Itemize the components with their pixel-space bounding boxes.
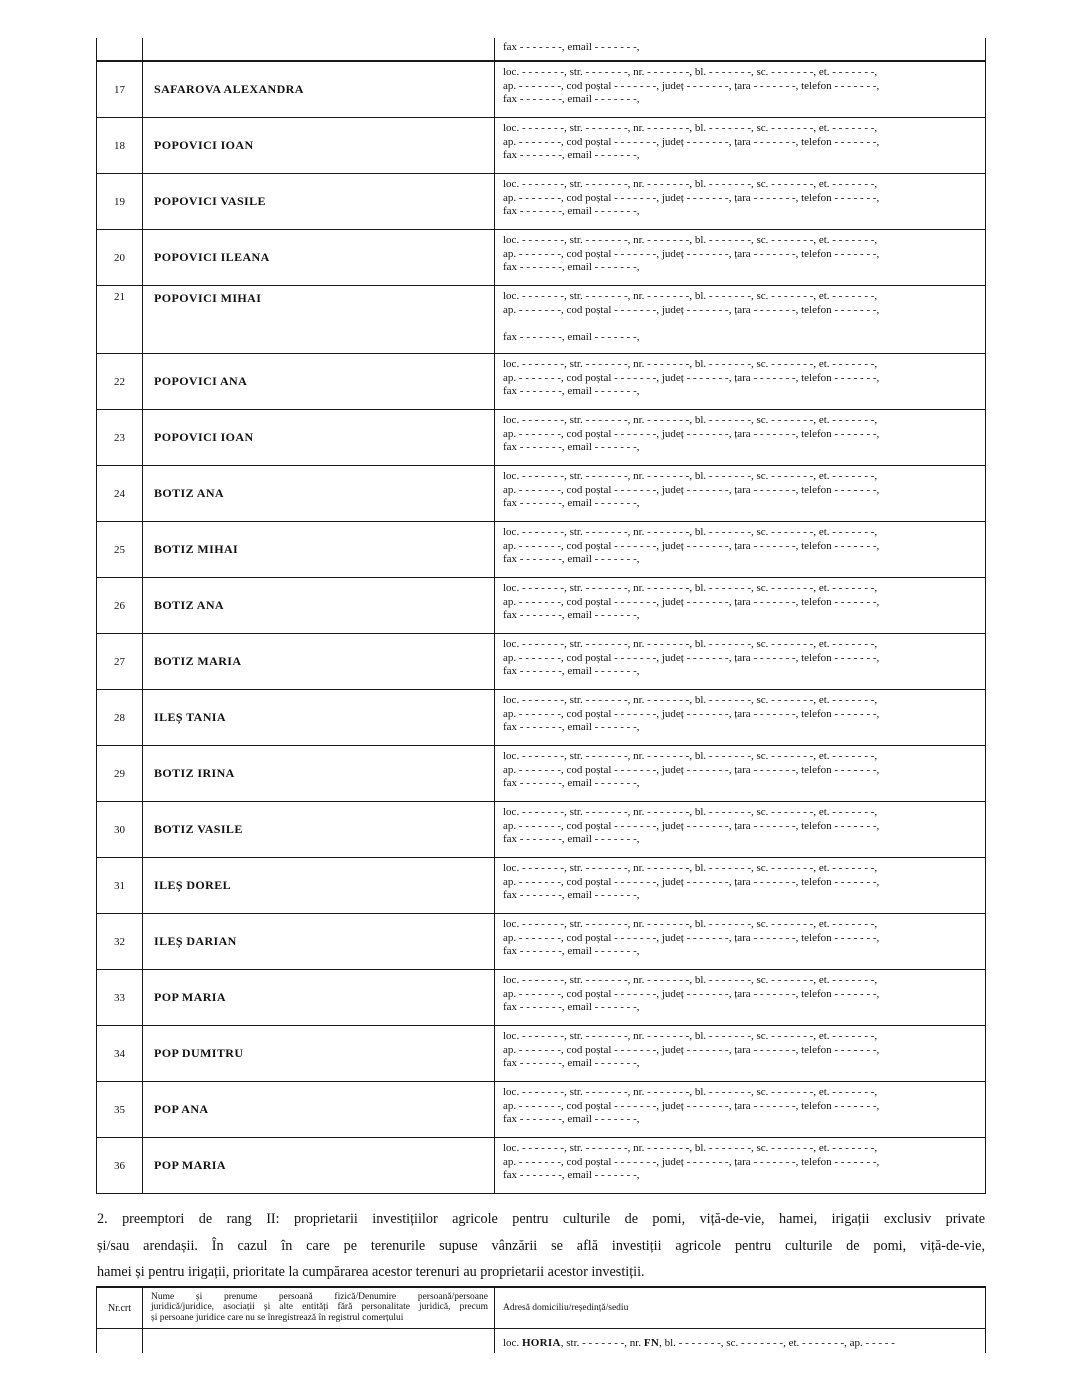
- address-line: fax - - - - - - -, email - - - - - - -,: [503, 1057, 640, 1070]
- table-row: [97, 858, 986, 914]
- row-number: 27: [97, 634, 143, 689]
- person-name: ILEȘ DOREL: [143, 858, 495, 913]
- address-line: ap. - - - - - - -, cod poștal - - - - - - -, județ - - - - - - -, țara - - - - - - -, telefon - - - - - - -,: [503, 79, 880, 92]
- table-row-continued: [97, 38, 986, 62]
- person-name: BOTIZ ANA: [143, 578, 495, 633]
- address-line: fax - - - - - - -, email - - - - - - -,: [503, 1113, 640, 1126]
- address-line: fax - - - - - - -, email - - - - - - -,: [503, 385, 640, 398]
- address-cell: [495, 970, 986, 1025]
- address-line: loc. - - - - - - -, str. - - - - - - -, nr. - - - - - - -, bl. - - - - - - -, sc. - - - - - - -, et. - - - - - - -,: [503, 638, 878, 650]
- address-line: ap. - - - - - - -, cod poștal - - - - - - -, județ - - - - - - -, țara - - - - - - -, telefon - - - - - - -,: [503, 483, 880, 496]
- address-line: fax - - - - - - -, email - - - - - - -,: [503, 1169, 640, 1182]
- address-cell: [495, 578, 986, 633]
- address-value-bold: HORIA: [521, 1337, 561, 1349]
- row-number: 35: [97, 1082, 143, 1137]
- table-row: [97, 286, 986, 354]
- address-line: loc. - - - - - - -, str. - - - - - - -, nr. - - - - - - -, bl. - - - - - - -, sc. - - - - - - -, et. - - - - - - -,: [503, 290, 878, 302]
- address-cell: [495, 522, 986, 577]
- address-cell: [495, 38, 986, 60]
- address-line: fax - - - - - - -, email - - - - - - -,: [503, 261, 640, 274]
- row-number: 23: [97, 410, 143, 465]
- address-cell: [495, 634, 986, 689]
- header-address-column: [495, 1288, 986, 1328]
- address-cell: [495, 690, 986, 745]
- address-line: loc. - - - - - - -, str. - - - - - - -, nr. - - - - - - -, bl. - - - - - - -, sc. - - - - - - -, et. - - - - - - -,: [503, 750, 878, 762]
- address-line: loc. - - - - - - -, str. - - - - - - -, nr. - - - - - - -, bl. - - - - - - -, sc. - - - - - - -, et. - - - - - - -,: [503, 234, 878, 246]
- table-row: [97, 354, 986, 410]
- header-name-column: [143, 1288, 495, 1328]
- address-cell: [495, 466, 986, 521]
- address-line: fax - - - - - - -, email - - - - - - -,: [503, 330, 640, 343]
- address-line: loc. - - - - - - -, str. - - - - - - -, nr. - - - - - - -, bl. - - - - - - -, sc. - - - - - - -, et. - - - - - - -,: [503, 66, 878, 78]
- preemptor-row-address: [503, 1337, 980, 1351]
- address-line: ap. - - - - - - -, cod poștal - - - - - - -, județ - - - - - - -, țara - - - - - - -, telefon - - - - - - -,: [503, 371, 880, 384]
- address-cell: [495, 858, 986, 913]
- address-line: ap. - - - - - - -, cod poștal - - - - - - -, județ - - - - - - -, țara - - - - - - -, telefon - - - - - - -,: [503, 539, 880, 552]
- address-line: loc. - - - - - - -, str. - - - - - - -, nr. - - - - - - -, bl. - - - - - - -, sc. - - - - - - -, et. - - - - - - -,: [503, 178, 878, 190]
- row-number-cell-empty: [97, 1329, 143, 1353]
- table-row: [97, 174, 986, 230]
- table-row: [97, 802, 986, 858]
- person-name: BOTIZ VASILE: [143, 802, 495, 857]
- person-name: BOTIZ ANA: [143, 466, 495, 521]
- table-row: [97, 1082, 986, 1138]
- row-number: 29: [97, 746, 143, 801]
- address-text: , str. - - - - - - -, nr.: [560, 1337, 644, 1349]
- person-name: POPOVICI IOAN: [143, 118, 495, 173]
- row-number: 21: [97, 286, 143, 353]
- address-line: fax - - - - - - -, email - - - - - - -,: [503, 441, 640, 454]
- person-name: POPOVICI MIHAI: [143, 286, 495, 353]
- address-cell: [495, 62, 986, 117]
- address-line: ap. - - - - - - -, cod poștal - - - - - - -, județ - - - - - - -, țara - - - - - - -, telefon - - - - - - -,: [503, 247, 880, 260]
- row-number: 20: [97, 230, 143, 285]
- address-line: fax - - - - - - -, email - - - - - - -,: [503, 833, 640, 846]
- table-row: [97, 970, 986, 1026]
- person-name: POP MARIA: [143, 1138, 495, 1193]
- table-row: [97, 578, 986, 634]
- row-number: 22: [97, 354, 143, 409]
- address-value-bold: FN: [643, 1337, 660, 1349]
- address-line: ap. - - - - - - -, cod poștal - - - - - - -, județ - - - - - - -, țara - - - - - - -, telefon - - - - - - -,: [503, 1155, 880, 1168]
- address-line: fax - - - - - - -, email - - - - - - -,: [503, 665, 640, 678]
- preemptors-header-row: [97, 1288, 986, 1329]
- preemptors-first-row: [97, 1329, 986, 1353]
- address-line: loc. - - - - - - -, str. - - - - - - -, nr. - - - - - - -, bl. - - - - - - -, sc. - - - - - - -, et. - - - - - - -,: [503, 358, 878, 370]
- paragraph-line-2: și/sau arendașii. În cazul în care pe terenurile supuse vânzării se află investiții agricole pentru culturile de pomi, viță-de-vie,: [97, 1237, 985, 1254]
- address-line: fax - - - - - - -, email - - - - - - -,: [503, 93, 640, 106]
- person-name: POP ANA: [143, 1082, 495, 1137]
- row-number: 17: [97, 62, 143, 117]
- address-line: [503, 317, 980, 331]
- address-line: loc. - - - - - - -, str. - - - - - - -, nr. - - - - - - -, bl. - - - - - - -, sc. - - - - - - -, et. - - - - - - -,: [503, 862, 878, 874]
- table-row: [97, 410, 986, 466]
- row-number: 33: [97, 970, 143, 1025]
- address-line: fax - - - - - - -, email - - - - - - -,: [503, 553, 640, 566]
- person-name: BOTIZ MARIA: [143, 634, 495, 689]
- address-line: ap. - - - - - - -, cod poștal - - - - - - -, județ - - - - - - -, țara - - - - - - -, telefon - - - - - - -,: [503, 191, 880, 204]
- address-cell: [495, 802, 986, 857]
- table-row: [97, 522, 986, 578]
- preemptors-table: [96, 1286, 986, 1353]
- address-cell: [495, 1026, 986, 1081]
- row-number: 36: [97, 1138, 143, 1193]
- address-cell: [495, 118, 986, 173]
- row-number: 26: [97, 578, 143, 633]
- header-nr-crt: Nr.crt: [97, 1288, 143, 1328]
- address-line: ap. - - - - - - -, cod poștal - - - - - - -, județ - - - - - - -, țara - - - - - - -, telefon - - - - - - -,: [503, 595, 880, 608]
- table-row: [97, 230, 986, 286]
- section2-paragraph: [97, 1206, 985, 1286]
- address-line: fax - - - - - - -, email - - - - - - -,: [503, 777, 640, 790]
- person-name: POP DUMITRU: [143, 1026, 495, 1081]
- address-line: loc. - - - - - - -, str. - - - - - - -, nr. - - - - - - -, bl. - - - - - - -, sc. - - - - - - -, et. - - - - - - -,: [503, 582, 878, 594]
- address-line: loc. - - - - - - -, str. - - - - - - -, nr. - - - - - - -, bl. - - - - - - -, sc. - - - - - - -, et. - - - - - - -,: [503, 526, 878, 538]
- address-line: ap. - - - - - - -, cod poștal - - - - - - -, județ - - - - - - -, țara - - - - - - -, telefon - - - - - - -,: [503, 1043, 880, 1056]
- person-name: BOTIZ IRINA: [143, 746, 495, 801]
- table-row: [97, 1138, 986, 1194]
- person-name: POPOVICI ANA: [143, 354, 495, 409]
- header-name-line-1: Nume și prenume persoană fizică/Denumire persoană/persoane: [151, 1292, 488, 1302]
- registry-table: [96, 62, 986, 1194]
- address-line: ap. - - - - - - -, cod poștal - - - - - - -, județ - - - - - - -, țara - - - - - - -, telefon - - - - - - -,: [503, 651, 880, 664]
- row-number-cell-empty: [97, 38, 143, 60]
- address-line: ap. - - - - - - -, cod poștal - - - - - - -, județ - - - - - - -, țara - - - - - - -, telefon - - - - - - -,: [503, 1099, 880, 1112]
- table-row: [97, 118, 986, 174]
- address-cell: [495, 230, 986, 285]
- address-line: loc. - - - - - - -, str. - - - - - - -, nr. - - - - - - -, bl. - - - - - - -, sc. - - - - - - -, et. - - - - - - -,: [503, 918, 878, 930]
- address-line: fax - - - - - - -, email - - - - - - -,: [503, 609, 640, 622]
- address-cell: [495, 410, 986, 465]
- row-number: 30: [97, 802, 143, 857]
- address-line: ap. - - - - - - -, cod poștal - - - - - - -, județ - - - - - - -, țara - - - - - - -, telefon - - - - - - -,: [503, 875, 880, 888]
- address-line: loc. - - - - - - -, str. - - - - - - -, nr. - - - - - - -, bl. - - - - - - -, sc. - - - - - - -, et. - - - - - - -,: [503, 414, 878, 426]
- address-line: loc. - - - - - - -, str. - - - - - - -, nr. - - - - - - -, bl. - - - - - - -, sc. - - - - - - -, et. - - - - - - -,: [503, 1086, 878, 1098]
- person-name: POPOVICI ILEANA: [143, 230, 495, 285]
- table-row: [97, 1026, 986, 1082]
- table-row: [97, 466, 986, 522]
- address-line: fax - - - - - - -, email - - - - - - -,: [503, 889, 640, 902]
- address-line: loc. - - - - - - -, str. - - - - - - -, nr. - - - - - - -, bl. - - - - - - -, sc. - - - - - - -, et. - - - - - - -,: [503, 470, 878, 482]
- person-name: POPOVICI IOAN: [143, 410, 495, 465]
- name-cell-empty: [143, 1329, 495, 1353]
- name-cell-empty: [143, 38, 495, 60]
- address-line: fax - - - - - - -, email - - - - - - -,: [503, 497, 640, 510]
- address-cell: [495, 746, 986, 801]
- address-line: fax - - - - - - -, email - - - - - - -,: [503, 1001, 640, 1014]
- address-line: loc. - - - - - - -, str. - - - - - - -, nr. - - - - - - -, bl. - - - - - - -, sc. - - - - - - -, et. - - - - - - -,: [503, 974, 878, 986]
- address-line: loc. - - - - - - -, str. - - - - - - -, nr. - - - - - - -, bl. - - - - - - -, sc. - - - - - - -, et. - - - - - - -,: [503, 1142, 878, 1154]
- address-line: loc. - - - - - - -, str. - - - - - - -, nr. - - - - - - -, bl. - - - - - - -, sc. - - - - - - -, et. - - - - - - -,: [503, 694, 878, 706]
- address-line: loc. - - - - - - -, str. - - - - - - -, nr. - - - - - - -, bl. - - - - - - -, sc. - - - - - - -, et. - - - - - - -,: [503, 806, 878, 818]
- table-row: [97, 634, 986, 690]
- address-line: fax - - - - - - -, email - - - - - - -,: [503, 149, 640, 162]
- table-row: [97, 690, 986, 746]
- row-number: 24: [97, 466, 143, 521]
- address-line: ap. - - - - - - -, cod poștal - - - - - - -, județ - - - - - - -, țara - - - - - - -, telefon - - - - - - -,: [503, 819, 880, 832]
- address-cell: [495, 1329, 986, 1353]
- registry-table-continued-fragment: [96, 38, 986, 62]
- row-number: 34: [97, 1026, 143, 1081]
- address-line: ap. - - - - - - -, cod poștal - - - - - - -, județ - - - - - - -, țara - - - - - - -, telefon - - - - - - -,: [503, 135, 880, 148]
- address-line: ap. - - - - - - -, cod poștal - - - - - - -, județ - - - - - - -, țara - - - - - - -, telefon - - - - - - -,: [503, 931, 880, 944]
- header-name-line-2: juridică/juridice, asociații și alte entități fără personalitate juridică, precum: [151, 1302, 488, 1313]
- paragraph-line-1: 2. preemptori de rang II: proprietarii investițiilor agricole pentru culturile de pomi, viță-de-vie, hamei, irigații exclusiv private: [97, 1211, 985, 1227]
- row-number: 25: [97, 522, 143, 577]
- address-cell: [495, 1082, 986, 1137]
- address-line: fax - - - - - - -, email - - - - - - -,: [503, 721, 640, 734]
- address-cell: [495, 174, 986, 229]
- person-name: BOTIZ MIHAI: [143, 522, 495, 577]
- row-number: 28: [97, 690, 143, 745]
- table-row: [97, 62, 986, 118]
- address-line-fax: fax - - - - - - -, email - - - - - - -,: [503, 41, 640, 53]
- address-line: fax - - - - - - -, email - - - - - - -,: [503, 945, 640, 958]
- row-number: 18: [97, 118, 143, 173]
- address-cell: [495, 286, 986, 353]
- person-name: POPOVICI VASILE: [143, 174, 495, 229]
- person-name: SAFAROVA ALEXANDRA: [143, 62, 495, 117]
- person-name: ILEȘ TANIA: [143, 690, 495, 745]
- table-row: [97, 914, 986, 970]
- header-name-line-3: și persoane juridice care nu se înregistrează în registrul comerțului: [151, 1312, 404, 1323]
- address-text: , bl. - - - - - - -, sc. - - - - - - -, et. - - - - - - -, ap. - - - - -: [659, 1337, 895, 1349]
- address-line: ap. - - - - - - -, cod poștal - - - - - - -, județ - - - - - - -, țara - - - - - - -, telefon - - - - - - -,: [503, 763, 880, 776]
- address-text: loc.: [503, 1337, 522, 1349]
- header-address-label: Adresă domiciliu/reședință/sediu: [503, 1302, 629, 1313]
- address-cell: [495, 1138, 986, 1193]
- person-name: POP MARIA: [143, 970, 495, 1025]
- table-row: [97, 746, 986, 802]
- paragraph-line-3: hamei și pentru irigații, prioritate la cumpărarea acestor terenuri au proprietarii acestor investiții.: [97, 1264, 645, 1281]
- person-name: ILEȘ DARIAN: [143, 914, 495, 969]
- address-line: loc. - - - - - - -, str. - - - - - - -, nr. - - - - - - -, bl. - - - - - - -, sc. - - - - - - -, et. - - - - - - -,: [503, 1030, 878, 1042]
- address-cell: [495, 354, 986, 409]
- address-line: ap. - - - - - - -, cod poștal - - - - - - -, județ - - - - - - -, țara - - - - - - -, telefon - - - - - - -,: [503, 707, 880, 720]
- row-number: 32: [97, 914, 143, 969]
- address-line: ap. - - - - - - -, cod poștal - - - - - - -, județ - - - - - - -, țara - - - - - - -, telefon - - - - - - -,: [503, 427, 880, 440]
- row-number: 31: [97, 858, 143, 913]
- address-line: fax - - - - - - -, email - - - - - - -,: [503, 205, 640, 218]
- address-line: loc. - - - - - - -, str. - - - - - - -, nr. - - - - - - -, bl. - - - - - - -, sc. - - - - - - -, et. - - - - - - -,: [503, 122, 878, 134]
- row-number: 19: [97, 174, 143, 229]
- address-line: ap. - - - - - - -, cod poștal - - - - - - -, județ - - - - - - -, țara - - - - - - -, telefon - - - - - - -,: [503, 987, 880, 1000]
- address-cell: [495, 914, 986, 969]
- address-line: ap. - - - - - - -, cod poștal - - - - - - -, județ - - - - - - -, țara - - - - - - -, telefon - - - - - - -,: [503, 303, 880, 316]
